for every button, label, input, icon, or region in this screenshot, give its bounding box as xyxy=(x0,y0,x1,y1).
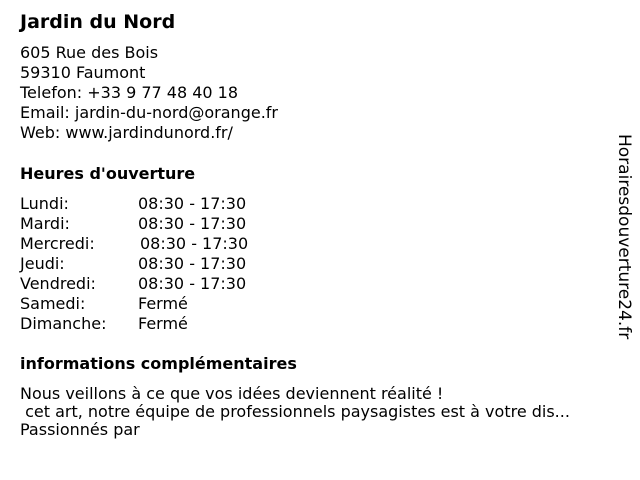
hours-table xyxy=(20,194,320,334)
info-title: informations complémentaires xyxy=(20,354,297,373)
website: Web: www.jardindunord.fr/ xyxy=(20,123,233,142)
hours-row-thursday xyxy=(20,254,320,274)
day-label: Dimanche: xyxy=(20,314,107,333)
day-label: Samedi: xyxy=(20,294,86,313)
info-line: cet art, notre équipe de professionnels paysagistes est à votre dis... xyxy=(20,402,570,421)
hours-row-tuesday xyxy=(20,214,320,234)
time-value: 08:30 - 17:30 xyxy=(138,214,247,233)
street-address: 605 Rue des Bois xyxy=(20,43,159,62)
site-watermark: Horairesdouverture24.fr xyxy=(614,134,634,340)
info-line: Nous veillons à ce que vos idées deviennent réalité ! xyxy=(20,384,444,403)
info-line: Passionnés par xyxy=(20,420,140,439)
time-value: 08:30 - 17:30 xyxy=(138,274,247,293)
hours-row-saturday xyxy=(20,294,320,314)
hours-row-friday xyxy=(20,274,320,294)
business-name: Jardin du Nord xyxy=(20,11,176,33)
time-value: 08:30 - 17:30 xyxy=(138,254,247,273)
city-address: 59310 Faumont xyxy=(20,63,146,82)
day-label: Vendredi: xyxy=(20,274,96,293)
time-value: Fermé xyxy=(138,314,188,333)
day-label: Mercredi: xyxy=(20,234,95,253)
day-label: Mardi: xyxy=(20,214,70,233)
email-address: Email: jardin-du-nord@orange.fr xyxy=(20,103,278,122)
hours-row-sunday xyxy=(20,314,320,334)
day-label: Lundi: xyxy=(20,194,69,213)
time-value: 08:30 - 17:30 xyxy=(138,194,247,213)
time-value: 08:30 - 17:30 xyxy=(140,234,249,253)
time-value: Fermé xyxy=(138,294,188,313)
phone-number: Telefon: +33 9 77 48 40 18 xyxy=(20,83,239,102)
info-description xyxy=(20,385,620,439)
day-label: Jeudi: xyxy=(20,254,65,273)
hours-title: Heures d'ouverture xyxy=(20,164,196,183)
contact-block xyxy=(20,43,278,143)
hours-row-monday xyxy=(20,194,320,214)
hours-row-wednesday xyxy=(20,234,320,254)
